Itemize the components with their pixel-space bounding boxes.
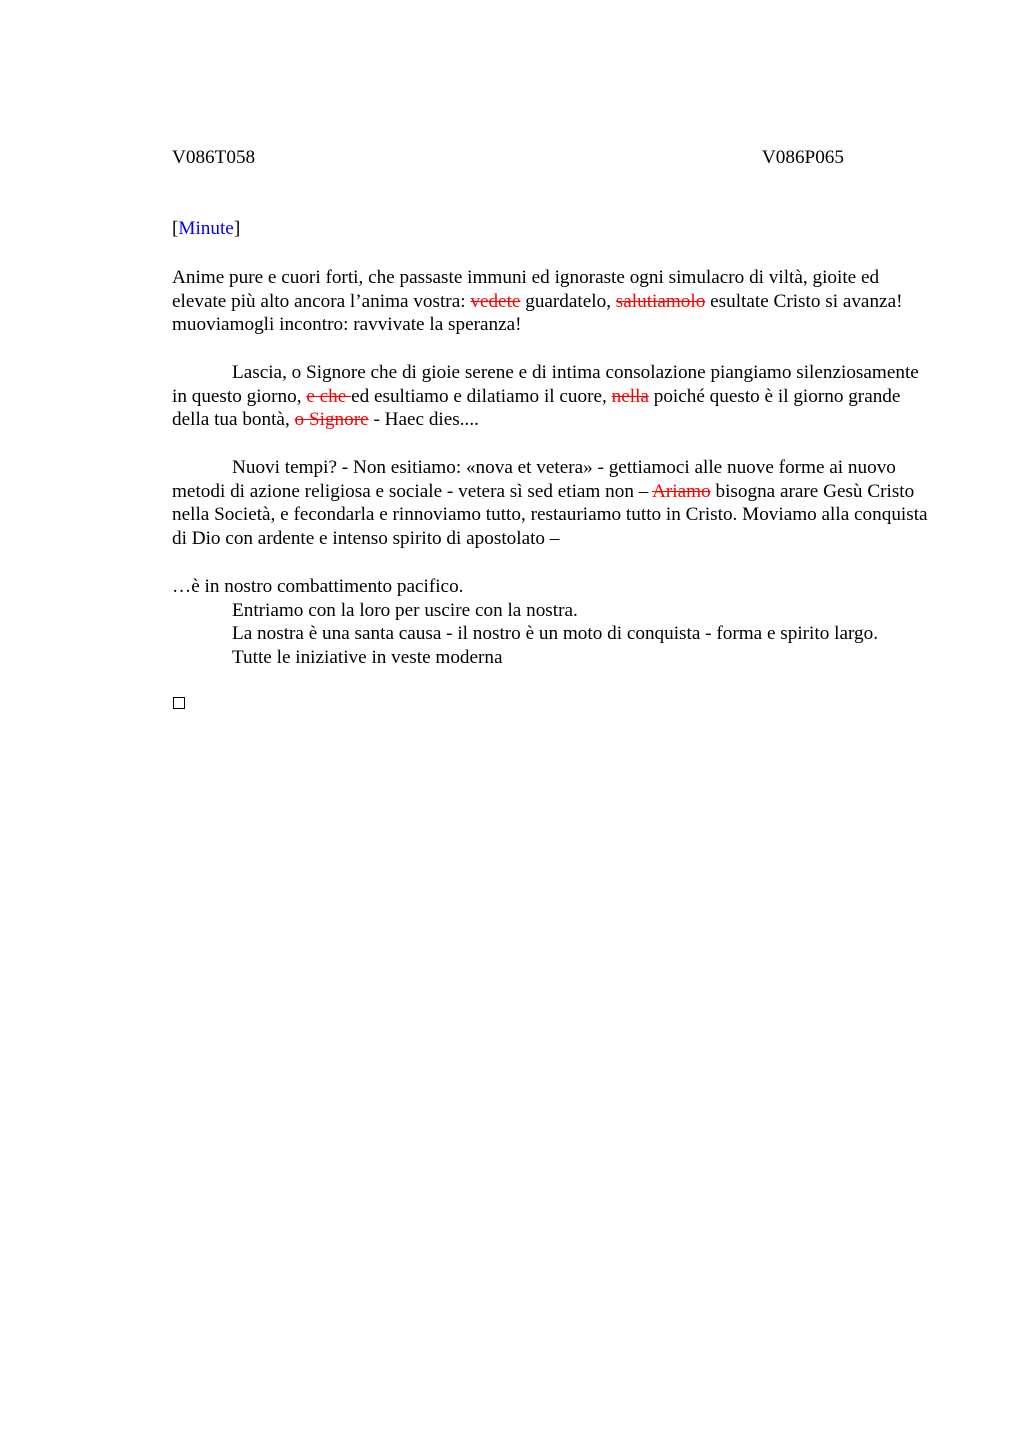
document-code-left: V086T058	[172, 147, 256, 168]
text-run: esultate Cristo si avanza! muoviamogli incontro: ravvivate la speranza!	[172, 290, 903, 336]
text-run: Nuovi tempi? - Non esitiamo: «nova et vetera» - gettiamoci alle nuove forme ai nuovo metodi di azione religiosa e sociale - vetera sì sed etiam non –	[172, 457, 896, 502]
text-line: …è in nostro combattimento pacifico.	[172, 576, 464, 597]
page-header	[172, 146, 844, 170]
text-line: La nostra è una santa causa - il nostro è un moto di conquista - forma e spirito largo.	[232, 623, 878, 645]
deleted-word: Ariamo	[652, 480, 711, 502]
text-run: Anime pure e cuori forti, che passaste immuni ed ignoraste ogni simulacro di viltà, gioite ed elevate più alto ancora l’anima vostra:	[172, 267, 880, 312]
paragraph-text	[172, 266, 932, 337]
paragraph-nuovi-tempi	[172, 456, 932, 551]
paragraph-lascia	[172, 361, 932, 432]
deleted-word: e che	[306, 385, 352, 407]
deleted-word: vedete	[470, 290, 521, 312]
document-code-right: V086P065	[761, 147, 844, 168]
close-bracket: ]	[233, 218, 241, 239]
text-run: poiché questo è il giorno grande della tua bontà,	[172, 385, 901, 431]
paragraph-anime-pure	[172, 266, 932, 337]
deleted-word: salutiamolo	[615, 290, 706, 312]
text-run: ed esultiamo e dilatiamo il cuore,	[351, 385, 612, 407]
text-run: bisogna arare Gesù Cristo nella Società, e fecondarla e rinnoviamo tutto, restauriamo tutto in Cristo. Moviamo alla conquista di Dio con ardente e intenso spirito di apostolato –	[172, 480, 928, 550]
text-run: guardatelo,	[520, 290, 616, 312]
open-bracket: [	[172, 218, 179, 239]
deleted-word: o Signore	[294, 409, 369, 431]
paragraph-combattimento	[172, 575, 932, 670]
text-run: Lascia, o Signore che di gioie serene e di intima consolazione piangiamo silenziosamente in questo giorno,	[172, 362, 919, 407]
text-line: Tutte le iniziative in veste moderna	[232, 647, 503, 669]
minute-label: Minute	[178, 218, 234, 239]
section-label	[172, 217, 240, 241]
deleted-word: nella	[611, 385, 649, 407]
text-run: - Haec dies....	[368, 409, 479, 431]
text-line: Entriamo con la loro per uscire con la nostra.	[232, 599, 578, 621]
paragraph-text	[172, 456, 932, 551]
end-box-symbol	[173, 697, 185, 709]
paragraph-text	[172, 361, 932, 432]
